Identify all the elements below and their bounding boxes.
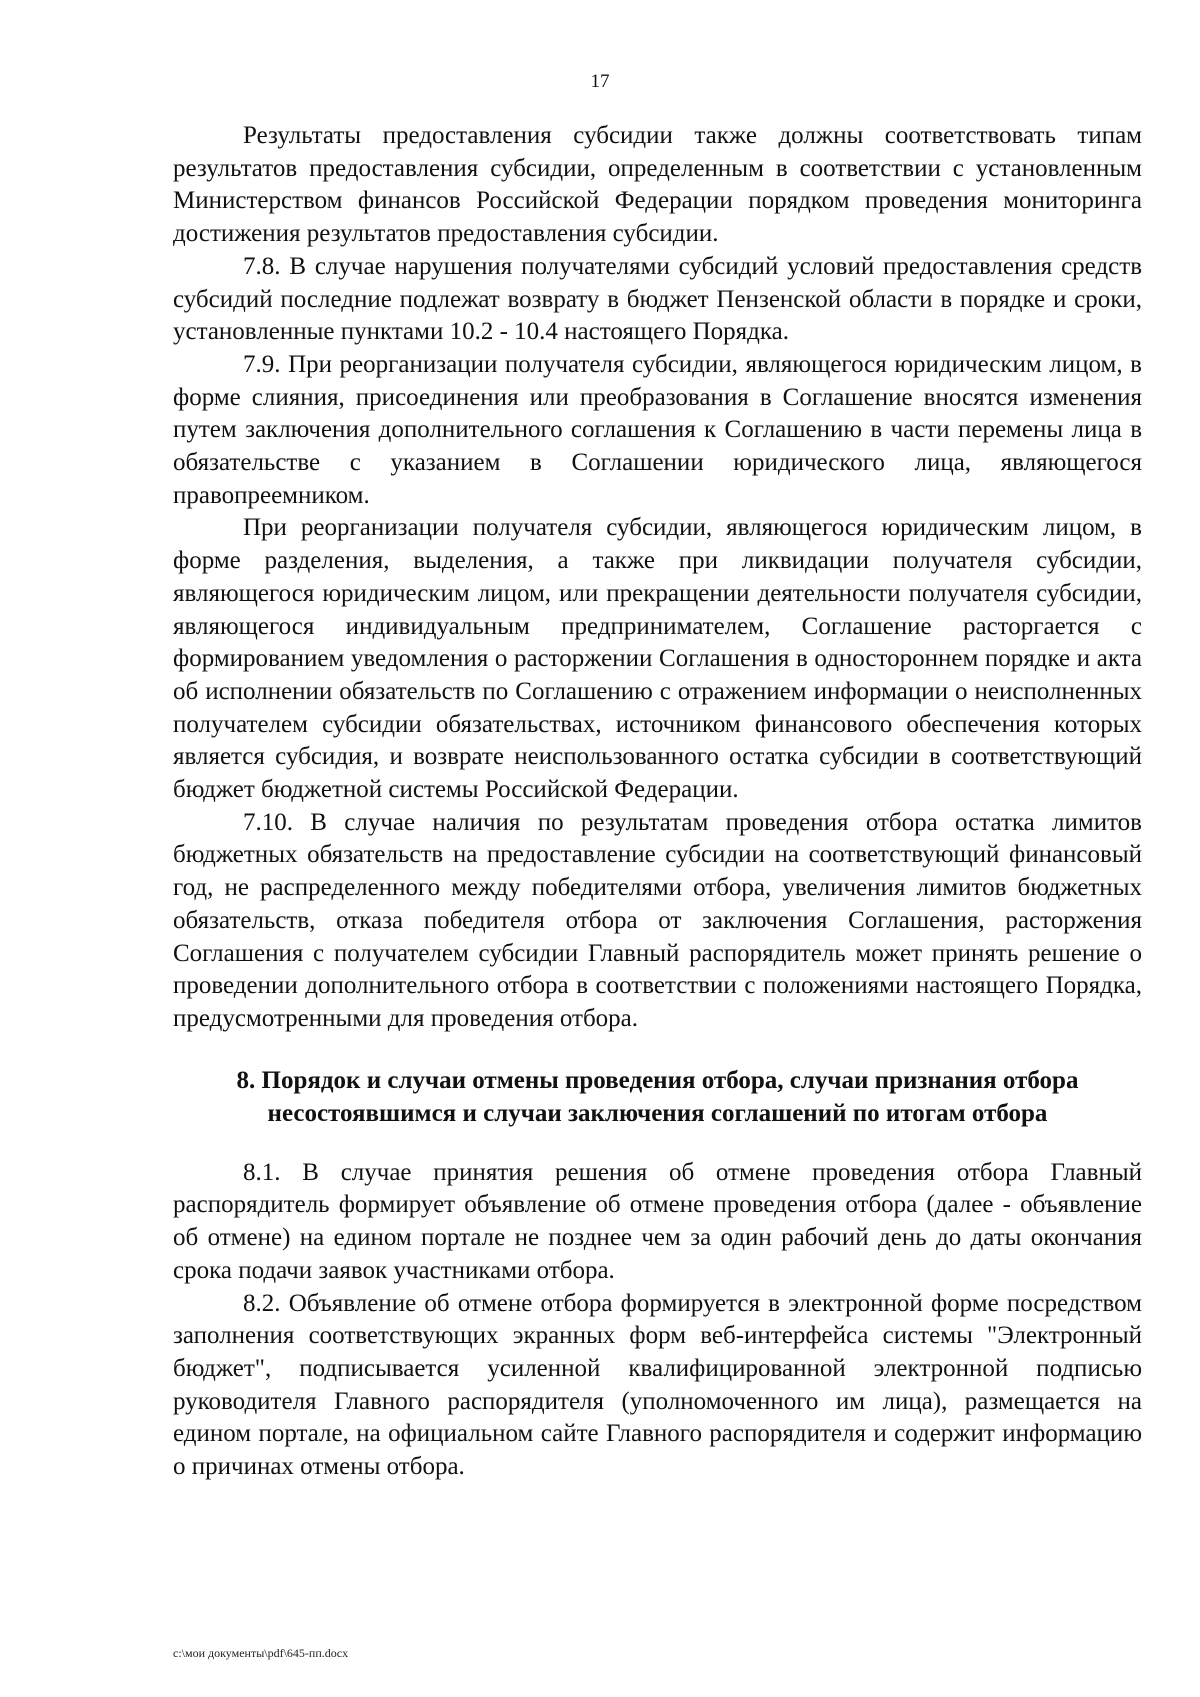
footer-file-path: c:\мои документы\pdf\645-пп.docx xyxy=(173,1646,349,1660)
paragraph-7-8: 7.8. В случае нарушения получателями субсидий условий предоставления средств субсидий последние подлежат возврату в бюджет Пензенской области в порядке и сроки, установленные пунктами 10.2 - 10.4 настоящего Порядка. xyxy=(173,252,1142,346)
section-8-heading: 8. Порядок и случаи отмены проведения отбора, случаи признания отбора несостоявшимся и случаи заключения соглашений по итогам отбора xyxy=(236,1066,1079,1127)
paragraph-7-9: 7.9. При реорганизации получателя субсидии, являющегося юридическим лицом, в форме слияния, присоединения или преобразования в Соглашение вносятся изменения путем заключения дополнительного соглашения к Соглашению в части перемены лица в обязательстве с указанием в Соглашении юридического лица, являющегося правопреемником. xyxy=(173,350,1142,509)
paragraph-8-2: 8.2. Объявление об отмене отбора формируется в электронной форме посредством заполнения соответствующих экранных форм веб-интерфейса системы "Электронный бюджет", подписывается усиленной квалифицированной электронной подписью руководителя Главного распорядителя (уполномоченного им лица), размещается на едином портале, на официальном сайте Главного распорядителя и содержит информацию о причинах отмены отбора. xyxy=(173,1289,1142,1481)
page-number: 17 xyxy=(590,71,610,92)
paragraph-reorganization: При реорганизации получателя субсидии, являющегося юридическим лицом, в форме разделения, выделения, а также при ликвидации получателя субсидии, являющегося юридическим лицом, или прекращении деятельности получателя субсидии, являющегося индивидуальным предпринимателем, Соглашение расторгается с формированием уведомления о расторжении Соглашения в одностороннем порядке и акта об исполнении обязательств по Соглашению с отражением информации о неисполненных получателем субсидии обязательствах, источником финансового обеспечения которых является субсидия, и возврате неиспользованного остатка субсидии в соответствующий бюджет бюджетной системы Российской Федерации. xyxy=(173,514,1142,804)
paragraph-8-1: 8.1. В случае принятия решения об отмене проведения отбора Главный распорядитель формирует объявление об отмене проведения отбора (далее - объявление об отмене) на едином портале не позднее чем за один рабочий день до даты окончания срока подачи заявок участниками отбора. xyxy=(173,1158,1142,1284)
document-body xyxy=(173,120,1142,1484)
paragraph-7-10: 7.10. В случае наличия по результатам проведения отбора остатка лимитов бюджетных обязательств на предоставление субсидии на соответствующий финансовый год, не распределенного между победителями отбора, увеличения лимитов бюджетных обязательств, отказа победителя отбора от заключения Соглашения, расторжения Соглашения с получателем субсидии Главный распорядитель может принять решение о проведении дополнительного отбора в соответствии с положениями настоящего Порядка, предусмотренными для проведения отбора. xyxy=(173,808,1142,1032)
paragraph-results-types: Результаты предоставления субсидии также должны соответствовать типам результатов предоставления субсидии, определенным в соответствии с установленным Министерством финансов Российской Федерации порядком проведения мониторинга достижения результатов предоставления субсидии. xyxy=(173,122,1142,248)
